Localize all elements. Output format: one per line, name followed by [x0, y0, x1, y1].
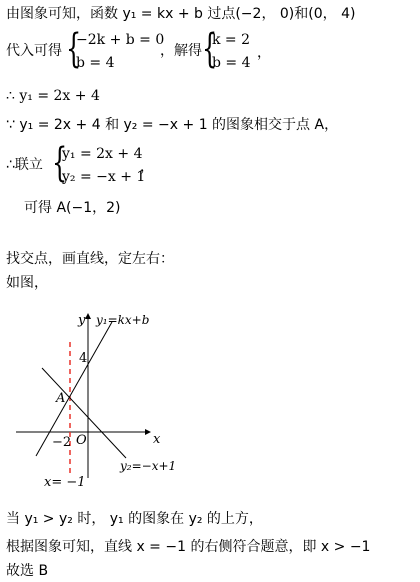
line-y1-label: y₁=kx+b [96, 313, 150, 327]
line-1: 由图象可知，函数 y₁ = kx + b 过点(−2， 0)和(0， 4) [6, 6, 356, 22]
line-9: 当 y₁ > y₂ 时， y₁ 的图象在 y₂ 的上方， [6, 511, 263, 527]
line-6: 可得 A(−1，2) [24, 200, 121, 216]
graph-figure [0, 306, 200, 491]
point-a-label: A [56, 391, 66, 406]
x-axis-label: x [153, 432, 161, 447]
line-4: ∵ y₁ = 2x + 4 和 y₂ = −x + 1 的图象相交于点 A， [6, 117, 339, 133]
tick-x-minus-2: −2 [52, 435, 72, 450]
line-10: 根据图象可知，直线 x = −1 的右侧符合题意，即 x > −1 [6, 539, 371, 555]
dash-line-label: x= −1 [44, 475, 86, 490]
tick-y-4: 4 [79, 351, 88, 366]
line-3: ∴ y₁ = 2x + 4 [6, 88, 100, 104]
y-axis-label: y [78, 313, 86, 328]
line-7: 找交点，画直线，定左右： [6, 251, 174, 267]
line-11: 故选 B [6, 563, 49, 579]
line-y2-label: y₂=−x+1 [120, 459, 177, 473]
line-y1 [36, 322, 112, 456]
line-8: 如图， [6, 275, 48, 291]
origin-label: O [76, 433, 87, 448]
